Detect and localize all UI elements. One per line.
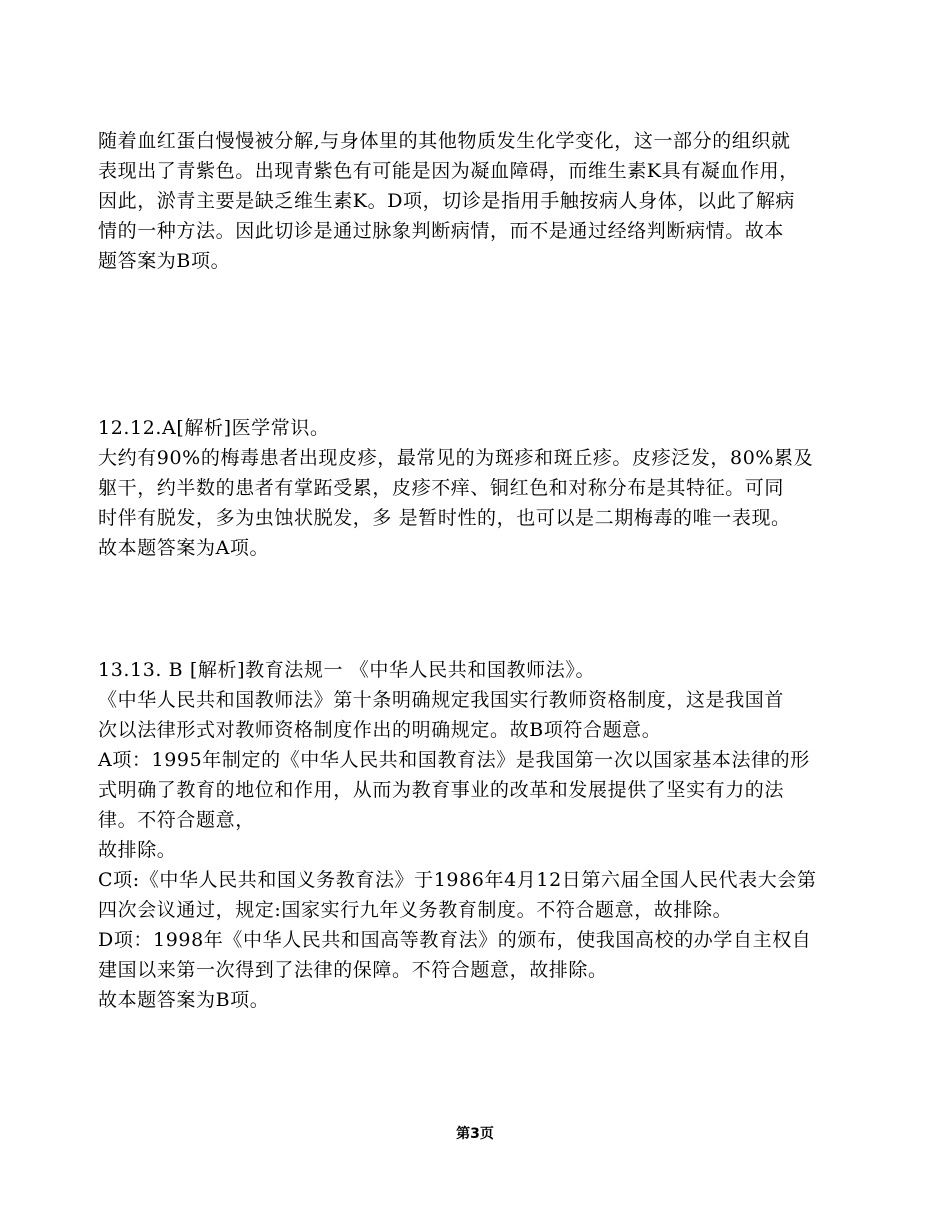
text-line: D项：1998年《中华人民共和国高等教育法》的颁布，使我国高校的办学自主权自 xyxy=(98,929,812,951)
text-line: 情的一种方法。因此切诊是通过脉象判断病情，而不是通过经络判断病情。故本 xyxy=(98,220,785,242)
text-line: 因此，淤青主要是缺乏维生素K。D项，切诊是指用手触按病人身体，以此了解病 xyxy=(98,190,796,212)
text-line: 律。不符合题意， xyxy=(98,809,255,831)
text-line: 建国以来第一次得到了法律的保障。不符合题意，故排除。 xyxy=(98,959,608,981)
text-line: 随着血红蛋白慢慢被分解,与身体里的其他物质发生化学变化，这一部分的组织就 xyxy=(98,130,791,152)
q13-heading: 13.13. B [解析]教育法规一 《中华人民共和国教师法》。 xyxy=(98,659,596,681)
q13-explanation xyxy=(98,655,870,1015)
text-line: 题答案为B项。 xyxy=(98,250,231,272)
text-line: 故本题答案为A项。 xyxy=(98,537,270,559)
text-line: 故排除。 xyxy=(98,839,177,861)
page-number: 第3页 xyxy=(456,1126,494,1142)
text-line: 《中华人民共和国教师法》第十条明确规定我国实行教师资格制度，这是我国首 xyxy=(98,689,785,711)
text-line: 次以法律形式对教师资格制度作出的明确规定。故B项符合题意。 xyxy=(98,719,662,741)
text-line: C项:《中华人民共和国义务教育法》于1986年4月12日第六届全国人民代表大会第 xyxy=(98,869,817,891)
text-line: A项：1995年制定的《中华人民共和国教育法》是我国第一次以国家基本法律的形 xyxy=(98,749,810,771)
q12-heading: 12.12.A[解析]医学常识。 xyxy=(98,417,330,439)
text-line: 时伴有脱发，多为虫蚀状脱发，多 是暂时性的，也可以是二期梅毒的唯一表现。 xyxy=(98,507,791,529)
text-line: 躯干，约半数的患者有掌跖受累，皮疹不痒、铜红色和对称分布是其特征。可同 xyxy=(98,477,785,499)
text-line: 式明确了教育的地位和作用，从而为教育事业的改革和发展提供了坚实有力的法 xyxy=(98,779,785,801)
text-line: 大约有90%的梅毒患者出现皮疹，最常见的为斑疹和斑丘疹。皮疹泛发，80%累及 xyxy=(98,447,814,469)
q11-explanation-continuation xyxy=(98,126,870,276)
text-line: 四次会议通过，规定:国家实行九年义务教育制度。不符合题意，故排除。 xyxy=(98,899,733,921)
text-line: 故本题答案为B项。 xyxy=(98,989,270,1011)
q12-explanation xyxy=(98,413,870,563)
text-line: 表现出了青紫色。出现青紫色有可能是因为凝血障碍，而维生素K具有凝血作用， xyxy=(98,160,799,182)
